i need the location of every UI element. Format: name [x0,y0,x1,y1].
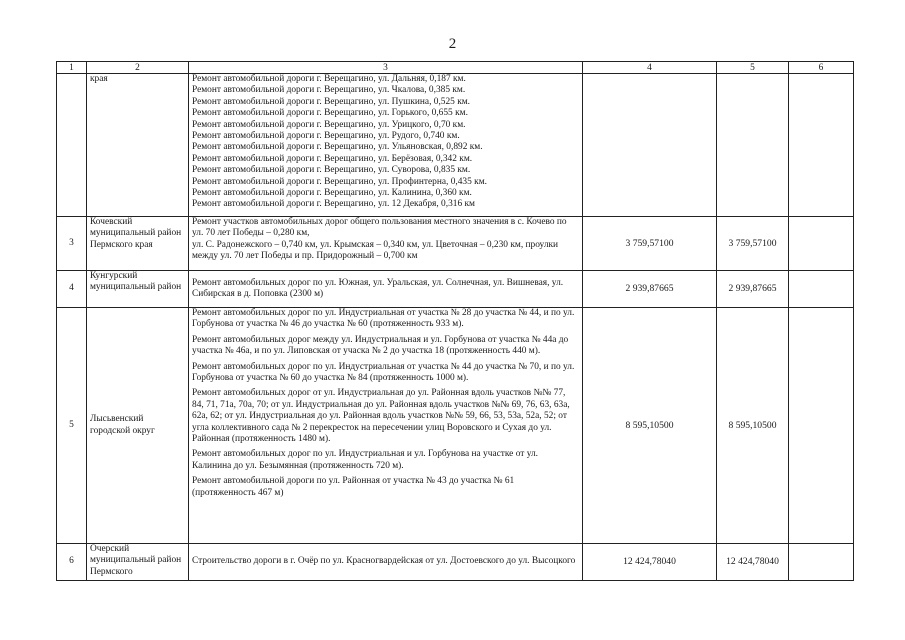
work-item: ул. С. Радонежского – 0,740 км, ул. Крымская – 0,340 км, ул. Цветочная – 0,230 км, проулки между ул. 70 лет Победы и пр. Придорожный – 0,700 км [192,239,559,262]
page-number: 2 [448,36,457,52]
table-row [57,271,854,308]
amount-cell: 2 939,87665 [717,271,789,308]
header-cell: 6 [789,62,854,74]
municipality-cell: края [87,74,189,217]
funding-table [56,61,854,581]
amount-cell: 2 939,87665 [583,271,717,308]
municipality-cell: Очерский муниципальный район Пермского [87,544,189,581]
table-row [57,544,854,581]
row-number-cell: 4 [57,271,87,308]
works-cell [189,217,583,271]
row-number-cell: 5 [57,308,87,544]
header-cell: 3 [189,62,583,74]
header-cell: 5 [717,62,789,74]
amount-cell: 3 759,57100 [583,217,717,271]
header-cell: 2 [87,62,189,74]
work-item: Ремонт автомобильной дороги г. Верещагино, ул. Рудого, 0,740 км. [192,131,460,142]
header-cell: 4 [583,62,717,74]
work-item: Ремонт автомобильной дороги г. Верещагино, ул. Чкалова, 0,385 км. [192,85,466,96]
work-item: Ремонт автомобильных дорог по ул. Индустриальная и ул. Горбунова на участке от ул. Калинина до ул. Безымянная (протяженность 720 м). [192,449,538,471]
work-item: Ремонт автомобильных дорог по ул. Индустриальная от участка № 44 до участка № 70, и по ул. Горбунова от участка № 60 до участка № 84 (протяженность 1000 м). [192,361,575,384]
work-item: Ремонт автомобильных дорог между ул. Индустриальная и ул. Горбунова от участка № 44а до участка № 46а, и по ул. Липовская от учаска № 2 до участка 18 (протяженность 440 м). [192,334,569,357]
table-row [57,74,854,217]
amount-cell: 8 595,10500 [717,308,789,544]
table-row [57,217,854,271]
amount-cell [789,308,854,544]
amount-cell: 8 595,10500 [583,308,717,544]
work-item: Ремонт автомобильной дороги г. Верещагино, ул. Берёзовая, 0,342 км. [192,153,473,164]
work-item: Строительство дороги в г. Очёр по ул. Красногвардейская от ул. Достоевского до ул. Высоцкого [192,556,576,567]
work-item: Ремонт автомобильной дороги г. Верещагино, ул. Суворова, 0,835 км. [192,165,471,176]
works-cell [189,271,583,308]
municipality-cell: Кунгурский муниципальный район [87,271,189,308]
amount-cell [789,217,854,271]
work-item: Ремонт автомобильных дорог по ул. Индустриальная от участка № 28 до участка № 44, и по ул. Горбунова от участка № 46 до участка № 60 (протяженность 933 м). [192,308,575,330]
row-number-cell: 6 [57,544,87,581]
work-item: Ремонт автомобильной дороги г. Верещагино, ул. 12 Декабря, 0,316 км [192,199,475,210]
work-item: Ремонт автомобильной дороги г. Верещагино, ул. Урицкого, 0,70 км. [192,119,466,130]
amount-cell: 12 424,78040 [583,544,717,581]
work-item: Ремонт автомобильной дороги г. Верещагино, ул. Калинина, 0,360 км. [192,188,472,199]
header-cell: 1 [57,62,87,74]
works-cell [189,308,583,544]
amount-cell [717,74,789,217]
amount-cell: 3 759,57100 [717,217,789,271]
works-cell [189,544,583,581]
amount-cell [789,544,854,581]
table-row [57,308,854,544]
work-item: Ремонт автомобильной дороги г. Верещагино, ул. Горького, 0,655 км. [192,108,468,119]
work-item: Ремонт автомобильной дороги г. Верещагино, ул. Профинтерна, 0,435 км. [192,176,487,187]
work-item: Ремонт участков автомобильных дорог общего пользования местного значения в с. Кочево по ул. 70 лет Победы – 0,280 км, [192,217,567,239]
work-item: Ремонт автомобильных дорог по ул. Южная, ул. Уральская, ул. Солнечная, ул. Вишневая, ул. Сибирская в д. Поповка (2300 м) [192,277,564,299]
row-number-cell: 3 [57,217,87,271]
amount-cell [789,271,854,308]
work-item: Ремонт автомобильной дороги г. Верещагино, ул. Ульяновская, 0,892 км. [192,142,483,153]
works-cell [189,74,583,217]
amount-cell [789,74,854,217]
work-item: Ремонт автомобильной дороги г. Верещагино, ул. Пушкина, 0,525 км. [192,96,471,107]
municipality-cell: Кочевский муниципальный район Пермского края [87,217,189,271]
amount-cell: 12 424,78040 [717,544,789,581]
municipality-cell: Лысьвенский городской округ [87,308,189,544]
table-header-row [57,62,854,74]
row-number-cell [57,74,87,217]
work-item: Ремонт автомобильных дорог от ул. Индустриальная до ул. Районная вдоль участков №№ 77, 84, 71, 71а, 70а, 70; от ул. Индустриальная до ул. Районная вдоль участков №№ 69, 76, 63, 63а, 62а, 62; от ул. Индустриальная до ул. Районная вдоль участков №№ 59, 66, 53, 53а, 52а, 52; от угла коллективного сада № 2 перекресток на пересечении улиц Воровского и Сухая до ул. Районная (протяженность 1480 м). [192,388,570,445]
work-item: Ремонт автомобильной дороги по ул. Районная от участка № 43 до участка № 61 (протяженность 467 м) [192,476,515,498]
amount-cell [583,74,717,217]
work-item: Ремонт автомобильной дороги г. Верещагино, ул. Дальняя, 0,187 км. [192,74,466,84]
